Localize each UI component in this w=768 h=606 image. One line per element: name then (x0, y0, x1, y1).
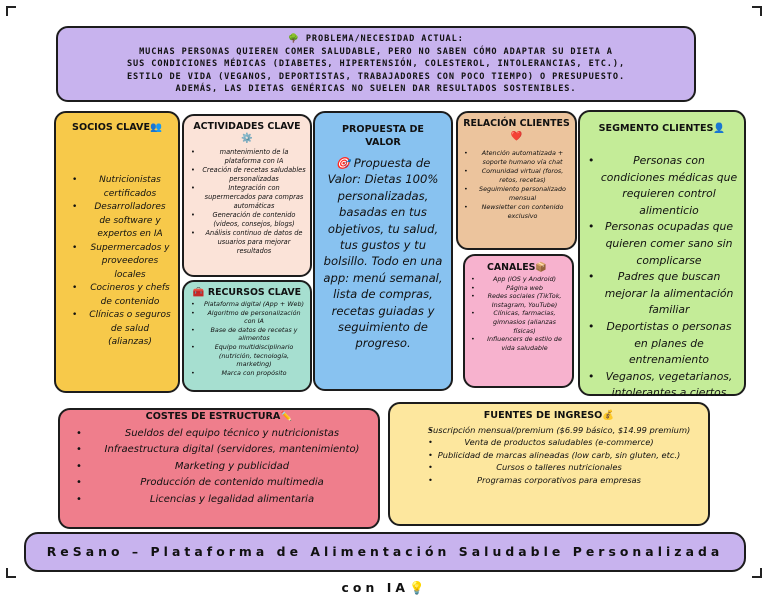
recursos-title: 🧰 RECURSOS CLAVE (192, 287, 302, 298)
segmento-title: SEGMENTO CLIENTES👤 (598, 123, 726, 134)
fuentes-title: FUENTES DE INGRESO💰 (483, 410, 615, 421)
list-item: • Sueldos del equipo técnico y nutricionistas (68, 426, 370, 442)
problem-banner (56, 26, 696, 102)
costes-estructura-block (58, 408, 380, 529)
recursos-clave-block (182, 280, 312, 392)
propuesta-title: PROPUESTA DE VALOR (342, 124, 424, 148)
costes-list (68, 426, 370, 508)
actividades-clave-block (182, 114, 312, 277)
corner-mark-bottom-right (752, 568, 762, 578)
list-item: • Marketing y publicidad (68, 459, 370, 475)
costes-title: COSTES DE ESTRUCTURA✏️ (145, 411, 293, 422)
list-item: • Padres que buscan mejorar la alimentación familiar (586, 269, 738, 319)
relacion-list (462, 149, 571, 221)
list-item: • Clínicas o seguros de salud (alianzas) (62, 309, 172, 350)
list-item: • Análisis continuo de datos de usuarios para mejorar resultados (188, 229, 306, 256)
canales-block (463, 254, 574, 388)
list-item: • Cursos o talleres nutricionales (398, 461, 700, 473)
list-item: • Personas con condiciones médicas que requieren control alimenticio (586, 153, 738, 219)
problem-line: MUCHAS PERSONAS QUIEREN COMER SALUDABLE, PERO NO SABEN CÓMO ADAPTAR SU DIETA A (139, 46, 613, 57)
list-item: • Página web (469, 284, 568, 293)
list-item: • Nutricionistas certificados (62, 174, 172, 201)
socios-title: SOCIOS CLAVE👥 (72, 122, 162, 133)
list-item: • Redes sociales (TikTok, Instagram, YouTube) (469, 292, 568, 309)
socios-list (62, 174, 172, 350)
list-item: • Clínicas, farmacias, gimnasios (alianzas físicas) (469, 309, 568, 335)
list-item: • Veganos, vegetarianos, intolerantes a ciertos (586, 369, 738, 419)
list-item: • Comunidad virtual (foros, retos, recetas) (462, 167, 571, 185)
socios-clave-block (54, 111, 180, 393)
list-item: • Infraestructura digital (servidores, mantenimiento) (68, 442, 370, 458)
list-item: • Programas corporativos para empresas (398, 474, 700, 486)
corner-mark-top-right (752, 6, 762, 16)
segmento-list (586, 153, 738, 419)
actividades-title: ACTIVIDADES CLAVE ⚙️ (193, 121, 301, 144)
corner-mark-top-left (6, 6, 16, 16)
relacion-clientes-block (456, 111, 577, 250)
list-item: • Equipo multidisciplinario (nutrición, tecnología, marketing) (188, 343, 306, 369)
fuentes-ingreso-block (388, 402, 710, 526)
canales-title: CANALES📦 (487, 262, 548, 273)
list-item: • Desarrolladores de software y expertos en IA (62, 201, 172, 242)
list-item: • Licencias y legalidad alimentaria (68, 492, 370, 508)
list-item: • Base de datos de recetas y alimentos (188, 326, 306, 343)
actividades-list (188, 148, 306, 256)
list-item: • Suscripción mensual/premium ($6.99 básico, $14.99 premium) (398, 424, 700, 436)
fuentes-list (398, 424, 700, 486)
canales-list (469, 275, 568, 352)
recursos-list (188, 300, 306, 377)
footer-banner (24, 532, 746, 595)
list-item: • mantenimiento de la plataforma con IA (188, 148, 306, 166)
list-item: • Seguimiento personalizado mensual (462, 185, 571, 203)
list-item: • Supermercados y proveedores locales (62, 242, 172, 283)
list-item: • Venta de productos saludables (e-commerce) (398, 436, 700, 448)
footer-title: ReSano – Plataforma de Alimentación Saludable Personalizada con IA💡 (46, 544, 724, 595)
list-item: • App (iOS y Android) (469, 275, 568, 284)
list-item: • Influencers de estilo de vida saludable (469, 335, 568, 352)
propuesta-body: 🎯 Propuesta de Valor: Dietas 100% personalizadas, basadas en tus objetivos, tu salud, tus gustos y tu bolsillo. Todo en una app: menú semanal, lista de compras, recetas guiadas y seguimiento de progreso. (323, 156, 443, 351)
list-item: • Publicidad de marcas alineadas (low carb, sin gluten, etc.) (398, 449, 700, 461)
list-item: • Algoritmo de personalización con IA (188, 309, 306, 326)
propuesta-valor-block (313, 111, 453, 391)
relacion-title: RELACIÓN CLIENTES ❤️ (463, 118, 570, 142)
problem-line: ESTILO DE VIDA (VEGANOS, DEPORTISTAS, TRABAJADORES CON POCO TIEMPO) O PRESUPUESTO. (126, 71, 626, 82)
list-item: • Generación de contenido (videos, consejos, blogs) (188, 211, 306, 229)
list-item: • Newsletter con contenido exclusivo (462, 203, 571, 221)
corner-mark-bottom-left (6, 568, 16, 578)
list-item: • Personas ocupadas que quieren comer sano sin complicarse (586, 219, 738, 269)
list-item: • Marca con propósito (188, 369, 306, 378)
list-item: • Atención automatizada + soporte humano vía chat (462, 149, 571, 167)
problem-title: 🌳 PROBLEMA/NECESIDAD ACTUAL: (288, 34, 464, 44)
list-item: • Integración con supermercados para compras automáticas (188, 184, 306, 211)
problem-line: SUS CONDICIONES MÉDICAS (DIABETES, HIPERTENSIÓN, COLESTEROL, INTOLERANCIAS, ETC.), (126, 59, 626, 70)
problem-line: ADEMÁS, LAS DIETAS GENÉRICAS NO SUELEN DAR RESULTADOS SOSTENIBLES. (175, 84, 577, 95)
list-item: • Producción de contenido multimedia (68, 475, 370, 491)
list-item: • Plataforma digital (App + Web) (188, 300, 306, 309)
list-item: • Creación de recetas saludables personalizadas (188, 166, 306, 184)
segmento-clientes-block (578, 110, 746, 400)
list-item: • Cocineros y chefs de contenido (62, 282, 172, 309)
list-item: • Deportistas o personas en planes de entrenamiento (586, 319, 738, 369)
